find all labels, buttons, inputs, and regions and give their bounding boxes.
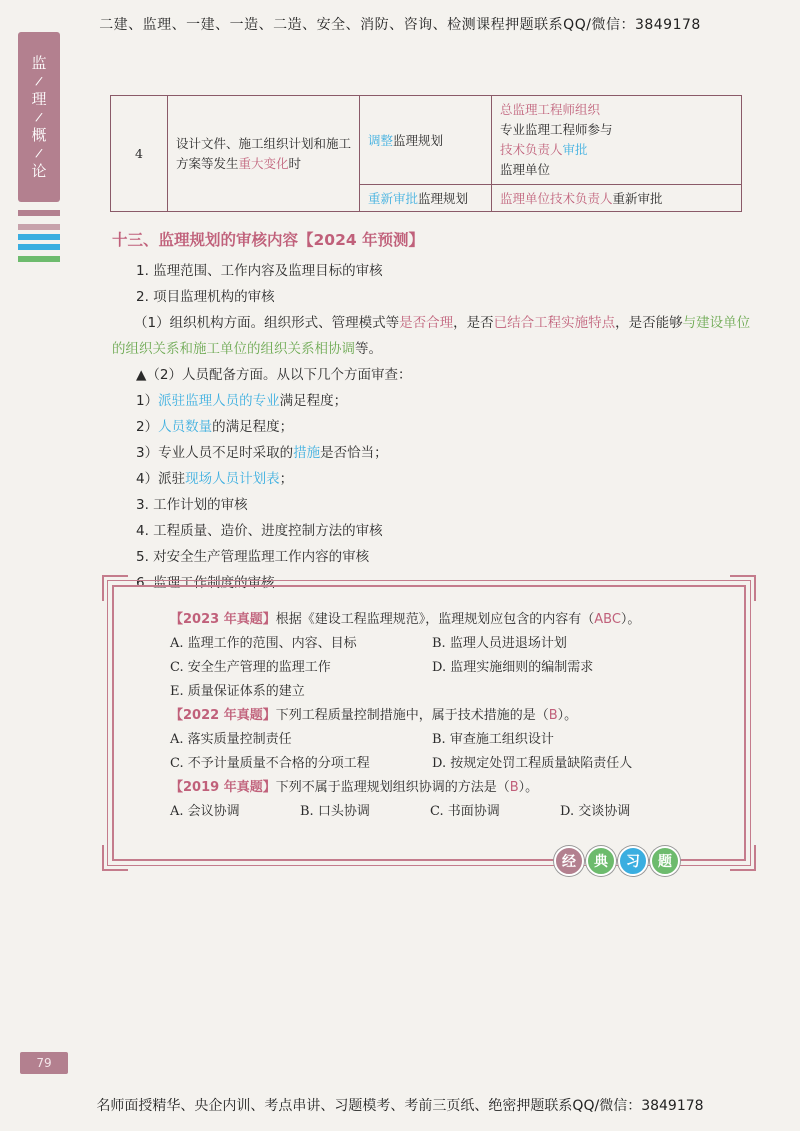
list-item: 1）派驻监理人员的专业满足程度；: [136, 393, 348, 409]
procedure-cell: [492, 96, 742, 185]
side-tab-sep: /: [34, 109, 44, 125]
question: 【2019 年真题】下列不属于监理规划组织协调的方法是（B）。: [170, 780, 539, 795]
badge-char: 题: [650, 846, 680, 876]
frame-corner: [730, 845, 756, 871]
row-number: 4: [111, 96, 168, 212]
badge-char: 典: [586, 846, 616, 876]
side-tab-sep: /: [34, 73, 44, 89]
condition-text: 设计文件、施工组织计划和施工方案等发生: [176, 135, 352, 171]
section-title: 十三、监理规划的审核内容【2024 年预测】: [112, 231, 425, 249]
procedure-line: 专业监理工程师参与: [500, 122, 613, 137]
option-row: E. 质量保证体系的建立: [170, 684, 305, 699]
list-item: 6. 监理工作制度的审核: [136, 575, 275, 591]
page-number: 79: [20, 1052, 68, 1074]
badge-char: 习: [618, 846, 648, 876]
frame-corner: [730, 575, 756, 601]
side-stripe: [18, 244, 60, 250]
classic-exercise-badge: [554, 846, 680, 876]
procedure-highlight-blue: 审批: [562, 142, 588, 157]
procedure-line: 监理单位: [500, 162, 551, 177]
procedure-highlight: 监理单位技术负责人: [500, 191, 613, 206]
table-row: [111, 96, 742, 185]
condition-highlight: 重大变化: [238, 155, 289, 171]
side-tab-char: 监: [31, 54, 47, 72]
list-item: 2）人员数量的满足程度；: [136, 419, 294, 435]
option-row: A. 落实质量控制责任 B. 审查施工组织设计: [170, 732, 554, 747]
option-row: A. 会议协调 B. 口头协调 C. 书面协调 D. 交谈协调: [170, 804, 631, 819]
badge-char: 经: [554, 846, 584, 876]
option-row: A. 监理工作的范围、内容、目标 B. 监理人员进退场计划: [170, 636, 567, 651]
side-stripe: [18, 234, 60, 240]
list-item: 5. 对安全生产管理监理工作内容的审核: [136, 549, 370, 565]
condition-text-end: 时: [288, 155, 302, 171]
procedure-highlight: 技术负责人: [500, 142, 563, 157]
frame-corner: [102, 845, 128, 871]
list-item: 3）专业人员不足时采取的措施是否恰当；: [136, 445, 388, 461]
chapter-side-tab: [18, 32, 60, 202]
paragraph: （1）组织机构方面。组织形式、管理模式等是否合理，是否已结合工程实施特点，是否能够与建设单位的组织关系和施工单位的组织关系相协调等。: [112, 315, 751, 357]
side-stripe: [18, 224, 60, 230]
action-cell: [360, 96, 492, 185]
side-tab-char: 概: [31, 126, 47, 144]
section-body: [112, 258, 752, 596]
side-tab-sep: /: [34, 145, 44, 161]
action-cell: [360, 185, 492, 212]
side-tab-char: 理: [31, 90, 47, 108]
exercise-list: [170, 608, 730, 824]
question: 【2022 年真题】下列工程质量控制措施中，属于技术措施的是（B）。: [170, 708, 578, 723]
list-item: 3. 工作计划的审核: [136, 497, 248, 513]
action-highlight: 调整: [368, 133, 394, 148]
list-item: 2. 项目监理机构的审核: [136, 289, 275, 305]
procedure-text: 重新审批: [612, 191, 663, 206]
frame-corner: [102, 575, 128, 601]
side-tab-char: 论: [31, 162, 47, 180]
header-ad: 二建、监理、一建、一造、二造、安全、消防、咨询、检测课程押题联系QQ/微信：3849178: [99, 17, 701, 33]
question: 【2023 年真题】根据《建设工程监理规范》，监理规划应包含的内容有（ABC）。: [170, 612, 641, 627]
action-highlight: 重新审批: [368, 191, 419, 206]
side-stripe: [18, 210, 60, 216]
action-text: 监理规划: [393, 133, 444, 148]
paragraph: ▲（2）人员配备方面。从以下几个方面审查：: [136, 367, 412, 383]
side-stripe: [18, 256, 60, 262]
list-item: 1. 监理范围、工作内容及监理目标的审核: [136, 263, 383, 279]
list-item: 4. 工程质量、造价、进度控制方法的审核: [136, 523, 383, 539]
list-item: 4）派驻现场人员计划表；: [136, 471, 294, 487]
plan-change-table: [110, 95, 742, 212]
option-row: C. 不予计量质量不合格的分项工程 D. 按规定处罚工程质量缺陷责任人: [170, 756, 633, 771]
procedure-line: 总监理工程师组织: [500, 102, 601, 117]
condition-cell: [168, 96, 360, 212]
action-text: 监理规划: [418, 191, 469, 206]
option-row: C. 安全生产管理的监理工作 D. 监理实施细则的编制需求: [170, 660, 594, 675]
procedure-cell: [492, 185, 742, 212]
footer-ad: 名师面授精华、央企内训、考点串讲、习题模考、考前三页纸、绝密押题联系QQ/微信：3849178: [96, 1098, 704, 1114]
